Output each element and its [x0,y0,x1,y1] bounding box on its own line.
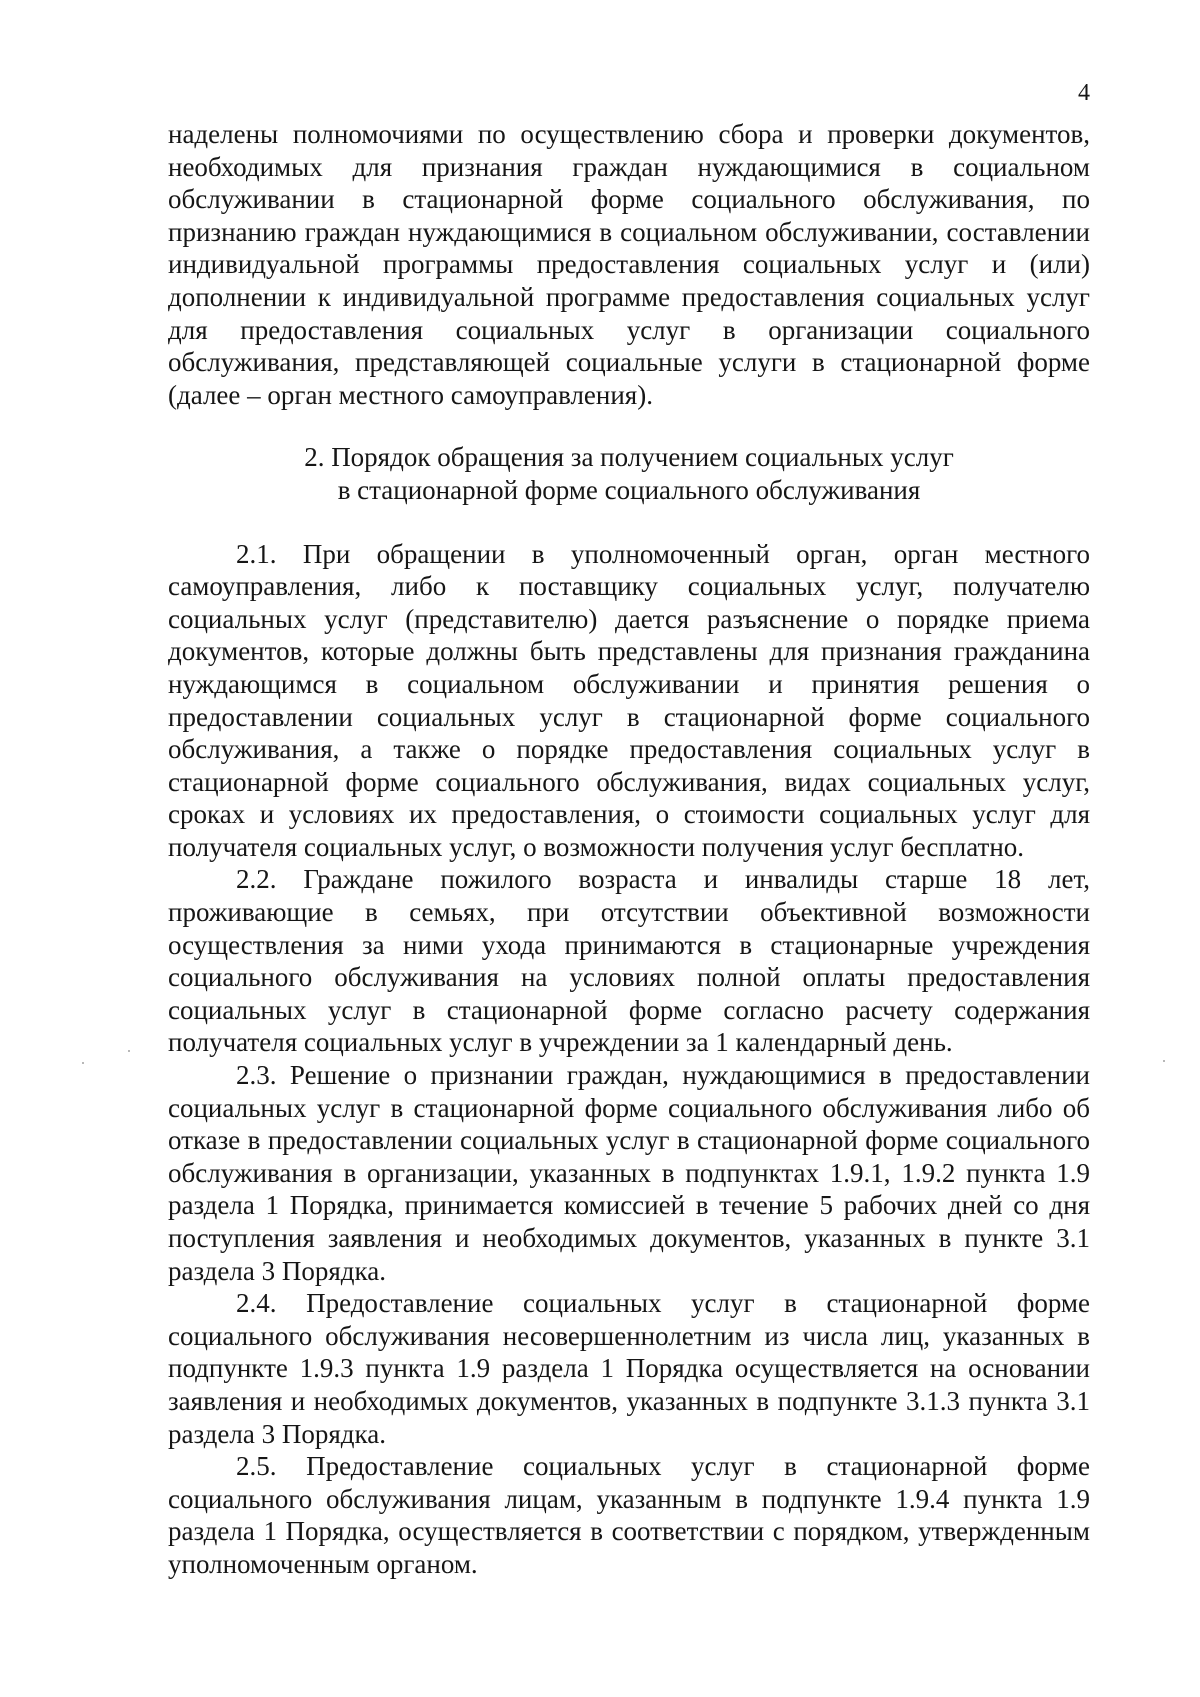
scan-speck [82,1062,84,1064]
paragraph-2-2: 2.2. Граждане пожилого возраста и инвалиды старше 18 лет, проживающие в семьях, при отсутствии объективной возможности осуществления за ними ухода принимаются в стационарные учреждения социального обслуживания на условиях полной оплаты предоставления социальных услуг в стационарной форме согласно расчету содержания получателя социальных услуг в учреждении за 1 календарный день. [168,864,1090,1058]
paragraph-2-1: 2.1. При обращении в уполномоченный орган, орган местного самоуправления, либо к поставщику социальных услуг, получателю социальных услуг (представителю) дается разъяснение о порядке приема документов, которые должны быть представлены для признания гражданина нуждающимся в социальном обслуживании и принятия решения о предоставлении социальных услуг в стационарной форме социального обслуживания, а также о порядке предоставления социальных услуг в стационарной форме социального обслуживания, видах социальных услуг, сроках и условиях их предоставления, о стоимости социальных услуг для получателя социальных услуг, о возможности получения услуг бесплатно. [168,538,1090,862]
section-heading [168,441,1090,506]
document-body [168,118,1090,1581]
section-heading-line-1: 2. Порядок обращения за получением социальных услуг [304,442,954,473]
paragraph-2-3: 2.3. Решение о признании граждан, нуждающимися в предоставлении социальных услуг в стационарной форме социального обслуживания либо об отказе в предоставлении социальных услуг в стационарной форме социального обслуживания в организации, указанных в подпунктах 1.9.1, 1.9.2 пункта 1.9 раздела 1 Порядка, принимается комиссией в течение 5 рабочих дней со дня поступления заявления и необходимых документов, указанных в пункте 3.1 раздела 3 Порядка. [168,1060,1090,1286]
scan-speck [128,1050,130,1052]
intro-paragraph: наделены полномочиями по осуществлению сбора и проверки документов, необходимых для признания граждан нуждающимися в социальном обслуживании в стационарной форме социального обслуживания, по признанию граждан нуждающимися в социальном обслуживании, составлении индивидуальной программы предоставления социальных услуг и (или) дополнении к индивидуальной программе предоставления социальных услуг для предоставления социальных услуг в организации социального обслуживания, представляющей социальные услуги в стационарной форме (далее – орган местного самоуправления). [168,119,1090,410]
paragraph-2-4: 2.4. Предоставление социальных услуг в стационарной форме социального обслуживания несовершеннолетним из числа лиц, указанных в подпункте 1.9.3 пункта 1.9 раздела 1 Порядка осуществляется на основании заявления и необходимых документов, указанных в подпункте 3.1.3 пункта 3.1 раздела 3 Порядка. [168,1288,1090,1449]
scan-speck [1163,1060,1165,1062]
paragraph-2-5: 2.5. Предоставление социальных услуг в стационарной форме социального обслуживания лицам, указанным в подпункте 1.9.4 пункта 1.9 раздела 1 Порядка, осуществляется в соответствии с порядком, утвержденным уполномоченным органом. [168,1451,1090,1579]
section-heading-line-2: в стационарной форме социального обслуживания [337,474,921,505]
page-number: 4 [1078,80,1090,106]
